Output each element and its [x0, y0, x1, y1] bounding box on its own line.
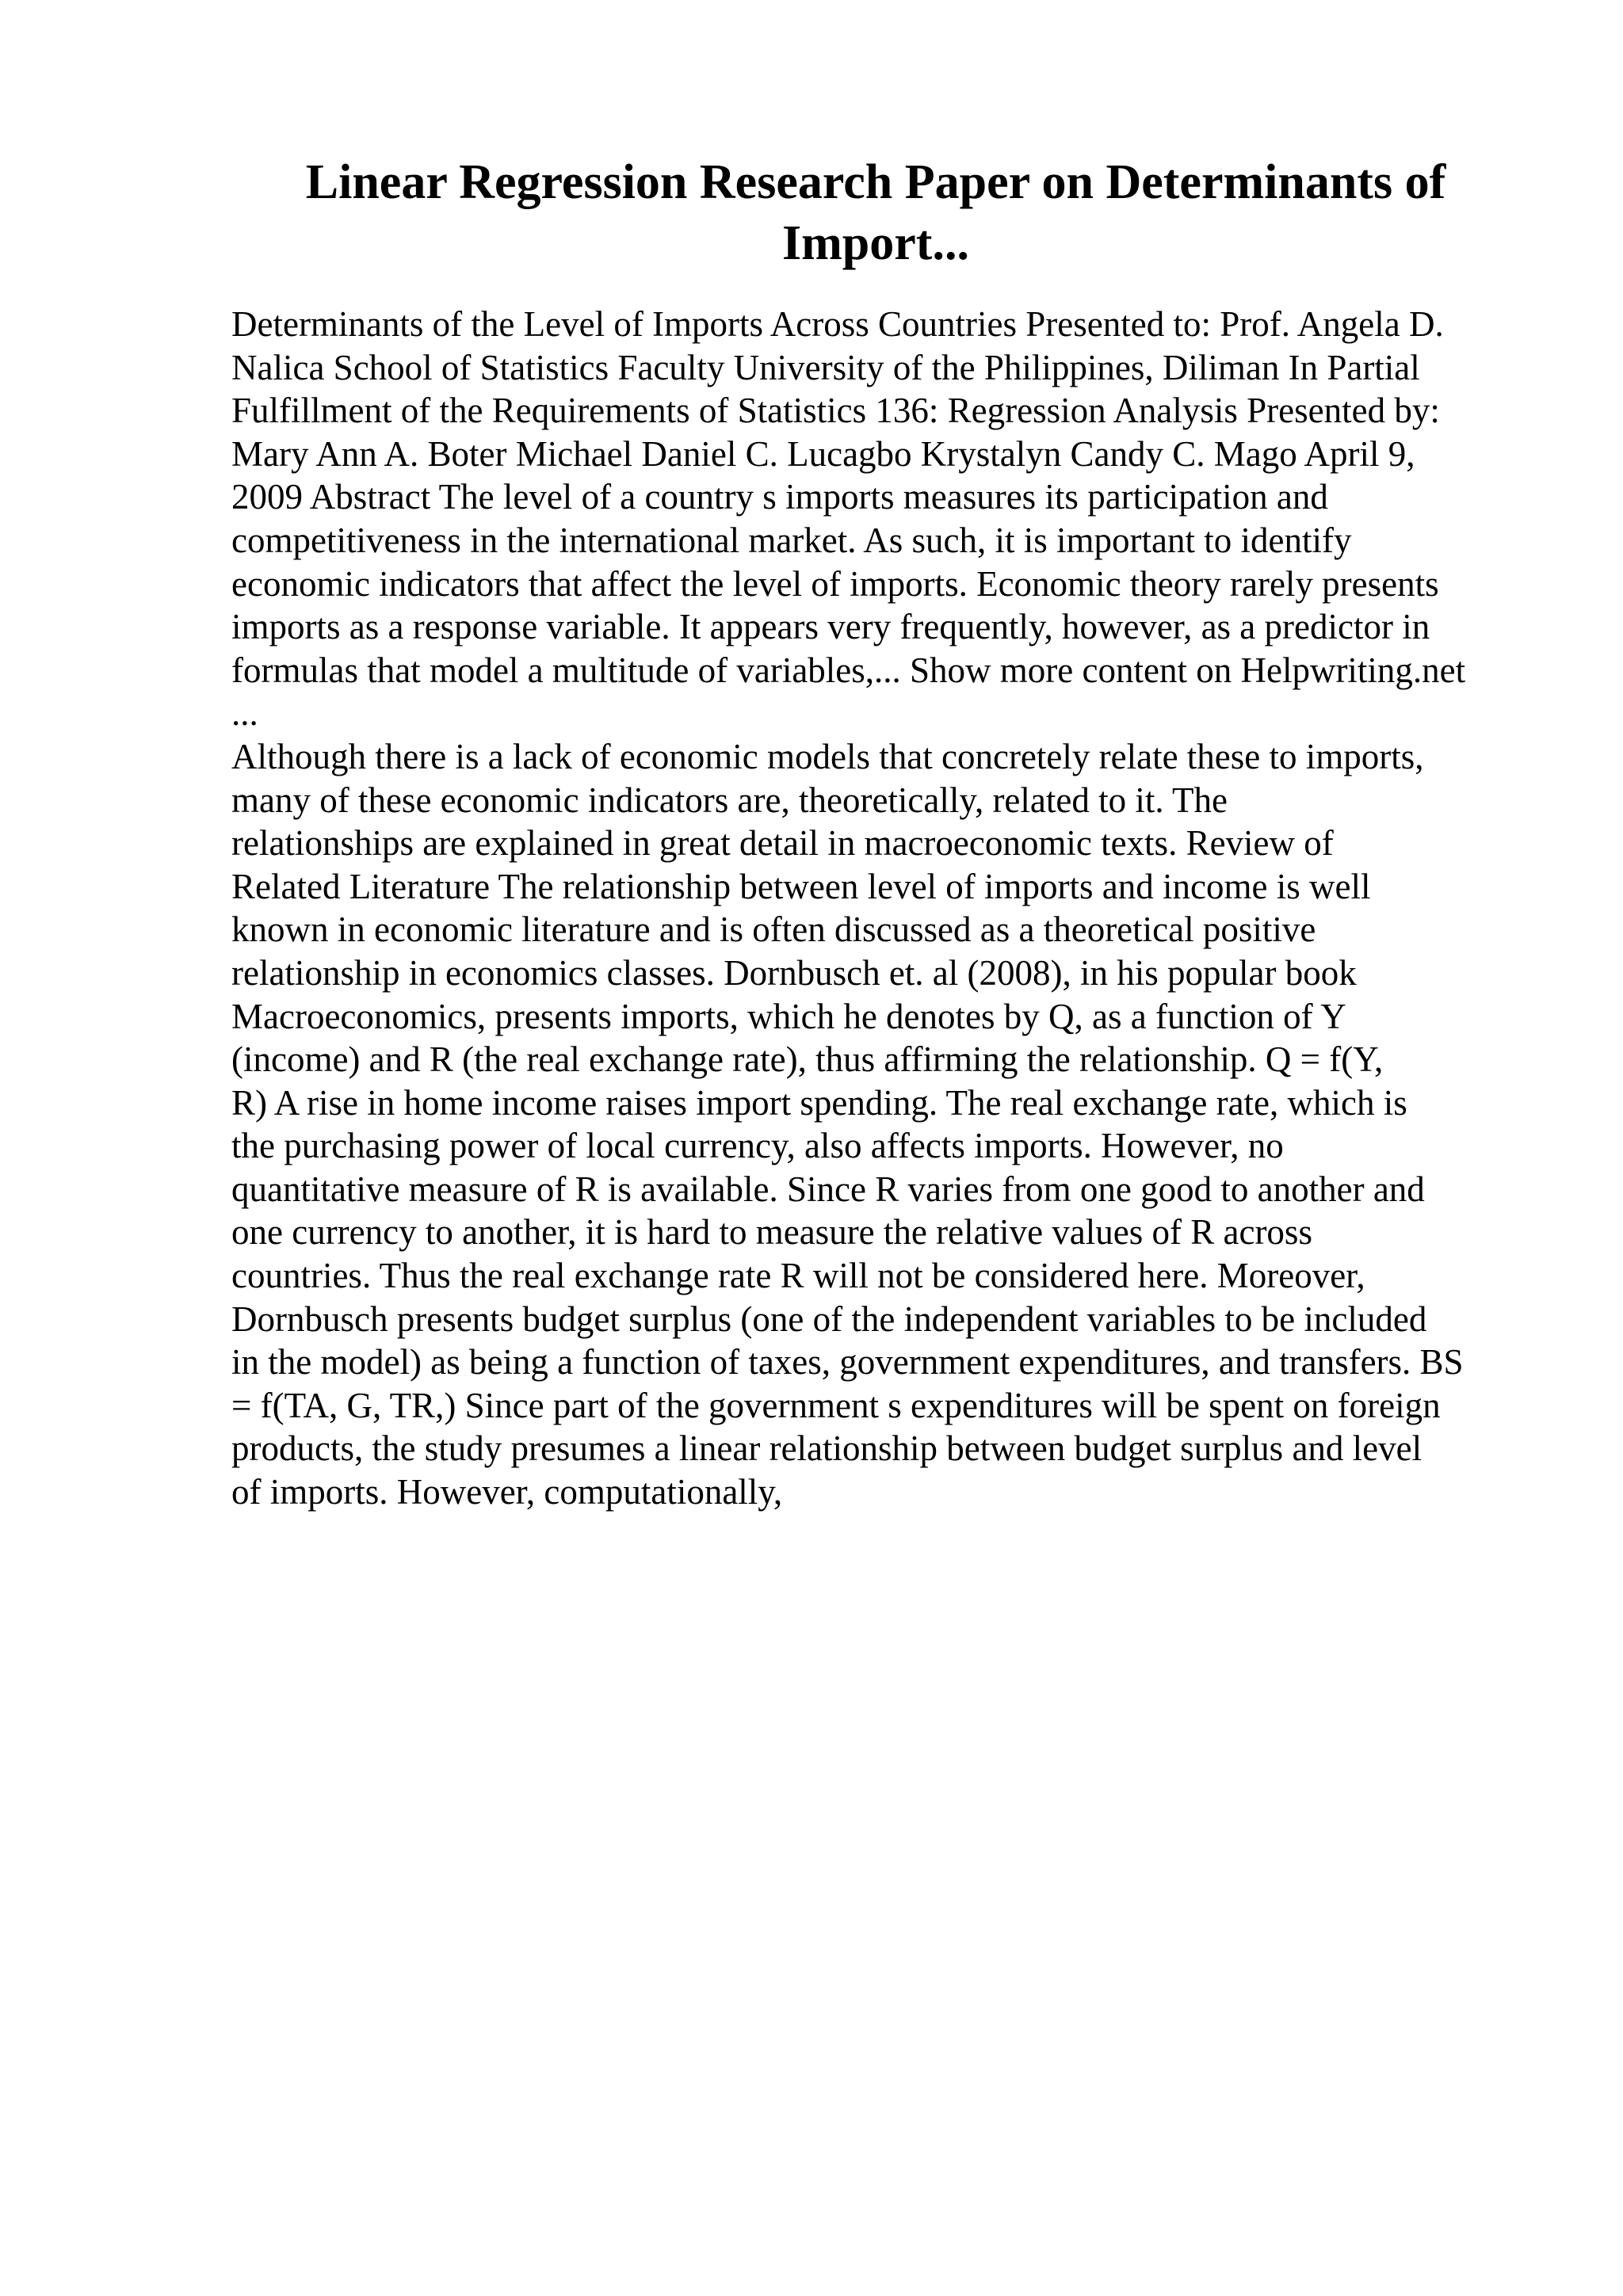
document-body	[231, 303, 1547, 1514]
body-line: Nalica School of Statistics Faculty University of the Philippines, Diliman In Partial	[231, 347, 1420, 387]
body-line: many of these economic indicators are, theoretically, related to it. The	[231, 780, 1228, 820]
body-line: ...	[231, 693, 258, 734]
body-line: (income) and R (the real exchange rate), thus affirming the relationship. Q = f(Y,	[231, 1039, 1384, 1080]
title-line: Linear Regression Research Paper on Determinants of	[305, 155, 1446, 209]
body-line: economic indicators that affect the level of imports. Economic theory rarely presents	[231, 563, 1439, 604]
body-line: Dornbusch presents budget surplus (one of the independent variables to be included	[231, 1299, 1427, 1339]
body-line: relationship in economics classes. Dornbusch et. al (2008), in his popular book	[231, 952, 1357, 993]
body-line: Determinants of the Level of Imports Across Countries Presented to: Prof. Angela D.	[231, 304, 1444, 344]
body-line: relationships are explained in great detail in macroeconomic texts. Review of	[231, 823, 1334, 864]
body-line: known in economic literature and is often discussed as a theoretical positive	[231, 910, 1316, 950]
body-line: = f(TA, G, TR,) Since part of the government s expenditures will be spent on foreign	[231, 1385, 1441, 1425]
body-line: of imports. However, computationally,	[231, 1472, 783, 1512]
body-line: R) A rise in home income raises import spending. The real exchange rate, which is	[231, 1082, 1407, 1123]
body-line: 2009 Abstract The level of a country s imports measures its participation and	[231, 477, 1328, 517]
body-line: imports as a response variable. It appears very frequently, however, as a predictor in	[231, 607, 1430, 647]
body-line: the purchasing power of local currency, also affects imports. However, no	[231, 1126, 1284, 1166]
title-line: Import...	[782, 216, 969, 270]
body-line: in the model) as being a function of taxes, government expenditures, and transfers. BS	[231, 1342, 1464, 1383]
body-line: competitiveness in the international market. As such, it is important to identify	[231, 520, 1352, 560]
document-title	[230, 152, 1522, 274]
body-line: Mary Ann A. Boter Michael Daniel C. Lucagbo Krystalyn Candy C. Mago April 9,	[231, 433, 1415, 474]
body-line: Fulfillment of the Requirements of Statistics 136: Regression Analysis Presented by:	[231, 391, 1440, 431]
body-line: countries. Thus the real exchange rate R will not be considered here. Moreover,	[231, 1256, 1365, 1296]
body-line: Although there is a lack of economic models that concretely relate these to imports,	[231, 736, 1424, 776]
body-line: products, the study presumes a linear relationship between budget surplus and level	[231, 1428, 1423, 1469]
body-line: Related Literature The relationship between level of imports and income is well	[231, 866, 1371, 906]
body-line: one currency to another, it is hard to measure the relative values of R across	[231, 1212, 1312, 1253]
body-line: Macroeconomics, presents imports, which he denotes by Q, as a function of Y	[231, 996, 1346, 1036]
body-line: formulas that model a multitude of variables,... Show more content on Helpwriting.net	[231, 650, 1466, 690]
body-line: quantitative measure of R is available. Since R varies from one good to another and	[231, 1169, 1425, 1209]
